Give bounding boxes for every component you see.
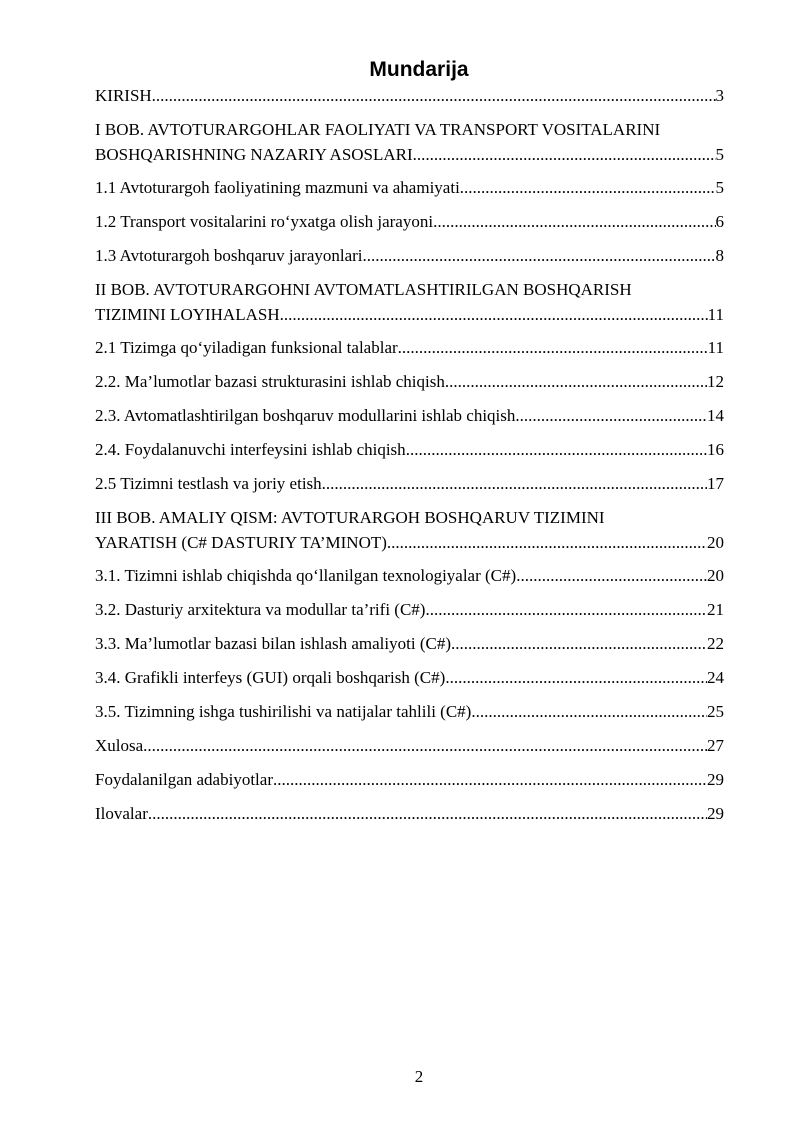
toc-entry-title: 3.1. Tizimni ishlab chiqishda qo‘llanilgan texnologiyalar (C#) xyxy=(95,566,517,585)
toc-entry[interactable] xyxy=(95,277,724,327)
toc-entry[interactable] xyxy=(95,801,724,826)
dot-leader xyxy=(451,631,707,656)
dot-leader xyxy=(322,471,707,496)
dot-leader xyxy=(406,437,707,462)
toc-entry-title: 2.3. Avtomatlashtirilgan boshqaruv modullarini ishlab chiqish xyxy=(95,406,516,425)
dot-leader xyxy=(273,767,707,792)
toc-entry-page: 29 xyxy=(707,804,724,823)
toc-entry[interactable] xyxy=(95,597,724,622)
toc-entry-page: 11 xyxy=(707,338,724,357)
toc-entry[interactable] xyxy=(95,335,724,360)
toc-entry-title: 1.1 Avtoturargoh faoliyatining mazmuni va ahamiyati xyxy=(95,178,460,197)
toc-entry[interactable] xyxy=(95,209,724,234)
toc-entry-title-line: I BOB. AVTOTURARGOHLAR FAOLIYATI VA TRANSPORT VOSITALARINI xyxy=(95,120,661,139)
toc-entry-title: 1.3 Avtoturargoh boshqaruv jarayonlari xyxy=(95,246,363,265)
toc-entry[interactable] xyxy=(95,505,724,555)
dot-leader xyxy=(280,302,708,327)
toc-entry[interactable] xyxy=(95,471,724,496)
toc-entry[interactable] xyxy=(95,665,724,690)
toc-entry-title: 2.2. Ma’lumotlar bazasi strukturasini ishlab chiqish xyxy=(95,372,445,391)
toc-entry[interactable] xyxy=(95,767,724,792)
toc-entry-page: 20 xyxy=(707,533,724,552)
page-number: 2 xyxy=(414,1067,424,1086)
dot-leader xyxy=(516,563,707,588)
toc-entry-page: 22 xyxy=(707,634,724,653)
page-title: Mundarija xyxy=(369,58,469,81)
toc-entry-page: 16 xyxy=(707,440,724,459)
toc-entry[interactable] xyxy=(95,175,724,200)
toc-entry[interactable] xyxy=(95,369,724,394)
toc-entry-page: 27 xyxy=(707,736,724,755)
dot-leader xyxy=(143,733,707,758)
toc-entry-title: 3.3. Ma’lumotlar bazasi bilan ishlash amaliyoti (C#) xyxy=(95,634,451,653)
toc-entry-page: 6 xyxy=(715,212,724,231)
toc-entry[interactable] xyxy=(95,699,724,724)
toc-entry[interactable] xyxy=(95,117,724,167)
dot-leader xyxy=(445,369,707,394)
toc-entry-page: 29 xyxy=(707,770,724,789)
toc-entry-page: 3 xyxy=(715,86,724,105)
toc-entry[interactable] xyxy=(95,403,724,428)
toc-entry[interactable] xyxy=(95,437,724,462)
toc-entry-title: 3.2. Dasturiy arxitektura va modullar ta’rifi (C#) xyxy=(95,600,426,619)
toc-entry-page: 8 xyxy=(715,246,724,265)
toc-entry-page: 11 xyxy=(707,305,724,324)
toc-entry-title: TIZIMINI LOYIHALASH xyxy=(95,305,280,324)
toc-entry-title: 2.4. Foydalanuvchi interfeysini ishlab chiqish xyxy=(95,440,406,459)
toc-entry-title: KIRISH xyxy=(95,86,152,105)
toc-entry-page: 21 xyxy=(707,600,724,619)
dot-leader xyxy=(445,665,707,690)
toc-entry[interactable] xyxy=(95,563,724,588)
dot-leader xyxy=(433,209,715,234)
dot-leader xyxy=(148,801,707,826)
dot-leader xyxy=(398,335,708,360)
toc-entry-page: 24 xyxy=(707,668,724,687)
toc-entry-title: 2.5 Tizimni testlash va joriy etish xyxy=(95,474,322,493)
dot-leader xyxy=(471,699,707,724)
toc-entry-page: 20 xyxy=(707,566,724,585)
dot-leader xyxy=(363,243,716,268)
toc-entry-title: 3.4. Grafikli interfeys (GUI) orqali boshqarish (C#) xyxy=(95,668,446,687)
toc-entry-page: 5 xyxy=(715,178,724,197)
toc-entry[interactable] xyxy=(95,631,724,656)
dot-leader xyxy=(413,142,716,167)
toc-entry-page: 12 xyxy=(707,372,724,391)
dot-leader xyxy=(387,530,707,555)
dot-leader xyxy=(460,175,716,200)
toc-entry-title-line: III BOB. AMALIY QISM: AVTOTURARGOH BOSHQARUV TIZIMINI xyxy=(95,508,605,527)
toc-entry-title: 3.5. Tizimning ishga tushirilishi va natijalar tahlili (C#) xyxy=(95,702,472,721)
dot-leader xyxy=(425,597,707,622)
toc-entry-title: 2.1 Tizimga qo‘yiladigan funksional talablar xyxy=(95,338,398,357)
toc-entry-title: Ilovalar xyxy=(95,804,148,823)
toc-entry-title: 1.2 Transport vositalarini ro‘yxatga olish jarayoni xyxy=(95,212,434,231)
toc-entry[interactable] xyxy=(95,83,724,108)
toc-entry[interactable] xyxy=(95,243,724,268)
toc-entry-page: 25 xyxy=(707,702,724,721)
toc-entry-page: 5 xyxy=(715,145,724,164)
toc-entry-title: Xulosa xyxy=(95,736,144,755)
toc-entry-title-line: II BOB. AVTOTURARGOHNI AVTOMATLASHTIRILGAN BOSHQARISH xyxy=(95,280,632,299)
dot-leader xyxy=(515,403,707,428)
dot-leader xyxy=(152,83,716,108)
toc-entry-page: 17 xyxy=(707,474,724,493)
toc-entry-title: BOSHQARISHNING NAZARIY ASOSLARI xyxy=(95,145,413,164)
toc-entry[interactable] xyxy=(95,733,724,758)
toc-entry-title: Foydalanilgan adabiyotlar xyxy=(95,770,273,789)
toc-entry-title: YARATISH (C# DASTURIY TA’MINOT) xyxy=(95,533,387,552)
toc-entry-page: 14 xyxy=(707,406,724,425)
